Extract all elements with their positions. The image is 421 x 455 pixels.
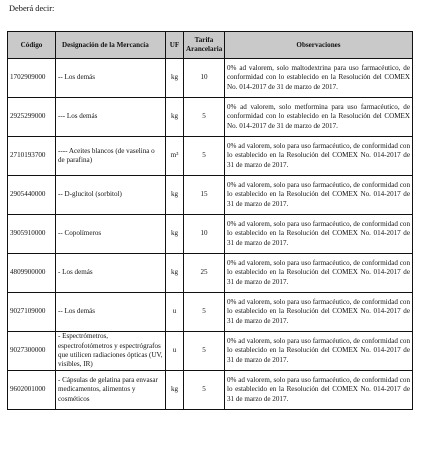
row-designation: -- Los demás — [56, 293, 166, 332]
table-row — [8, 59, 413, 98]
header-tariff: Tarifa Arancelaria — [184, 32, 225, 59]
row-designation: -- D-glucitol (sorbitol) — [56, 176, 166, 215]
row-observations: 0% ad valorem, solo metformina para uso farmacéutico, de conformidad con lo establecido en la Resolución del COMEX No. 014-2017 de 31 de marzo de 2017. — [225, 98, 413, 137]
table-row — [8, 215, 413, 254]
row-code: 4809900000 — [8, 254, 56, 293]
row-observations: 0% ad valorem, solo para uso farmacéutico, de conformidad con lo establecido en la Resolución del COMEX No. 014-2017 de 31 de marzo de 2017. — [225, 215, 413, 254]
row-code: 3905910000 — [8, 215, 56, 254]
row-uf: kg — [166, 371, 184, 410]
row-rate: 5 — [184, 371, 225, 410]
row-code: 2905440000 — [8, 176, 56, 215]
row-code: 9027109000 — [8, 293, 56, 332]
row-code: 2710193700 — [8, 137, 56, 176]
tariff-table — [7, 31, 413, 410]
row-observations: 0% ad valorem, solo para uso farmacéutico, de conformidad con lo establecido en la Resolución del COMEX No. 014-2017 de 31 de marzo de 2017. — [225, 371, 413, 410]
row-rate: 25 — [184, 254, 225, 293]
row-code: 2925299000 — [8, 98, 56, 137]
row-observations: 0% ad valorem, solo para uso farmacéutico, de conformidad con lo establecido en la Resolución del COMEX No. 014-2017 de 31 de marzo de 2017. — [225, 332, 413, 371]
row-observations: 0% ad valorem, solo maltodextrina para uso farmacéutico, de conformidad con lo establecido en la Resolución del COMEX No. 014-2017 de 31 de marzo de 2017. — [225, 59, 413, 98]
intro-text: Deberá decir: — [9, 4, 55, 13]
row-uf: u — [166, 293, 184, 332]
row-uf: m³ — [166, 137, 184, 176]
row-observations: 0% ad valorem, solo para uso farmacéutico, de conformidad con lo establecido en la Resolución del COMEX No. 014-2017 de 31 de marzo de 2017. — [225, 137, 413, 176]
row-code: 9027300000 — [8, 332, 56, 371]
row-rate: 5 — [184, 98, 225, 137]
row-designation: - Los demás — [56, 254, 166, 293]
row-designation: ---- Aceites blancos (de vaselina o de parafina) — [56, 137, 166, 176]
row-rate: 5 — [184, 332, 225, 371]
row-rate: 10 — [184, 215, 225, 254]
row-code: 1702909000 — [8, 59, 56, 98]
table-row — [8, 254, 413, 293]
header-uf: UF — [166, 32, 184, 59]
row-rate: 5 — [184, 293, 225, 332]
row-rate: 5 — [184, 137, 225, 176]
row-observations: 0% ad valorem, solo para uso farmacéutico, de conformidad con lo establecido en la Resolución del COMEX No. 014-2017 de 31 de marzo de 2017. — [225, 254, 413, 293]
row-rate: 10 — [184, 59, 225, 98]
header-designation: Designación de la Mercancía — [56, 32, 166, 59]
row-designation: - Cápsulas de gelatina para envasar medicamentos, alimentos y cosméticos — [56, 371, 166, 410]
header-code: Código — [8, 32, 56, 59]
row-designation: -- Copolímeros — [56, 215, 166, 254]
table-header-row — [8, 32, 413, 59]
table-row — [8, 293, 413, 332]
row-designation: - Espectrómetros, espectrofotómetros y espectrógrafos que utilicen radiaciones ópticas (UV, visibles, IR) — [56, 332, 166, 371]
row-observations: 0% ad valorem, solo para uso farmacéutico, de conformidad con lo establecido en la Resolución del COMEX No. 014-2017 de 31 de marzo de 2017. — [225, 176, 413, 215]
table-row — [8, 332, 413, 371]
row-observations: 0% ad valorem, solo para uso farmacéutico, de conformidad con lo establecido en la Resolución del COMEX No. 014-2017 de 31 de marzo de 2017. — [225, 293, 413, 332]
row-designation: --- Los demás — [56, 98, 166, 137]
row-uf: u — [166, 332, 184, 371]
table-row — [8, 137, 413, 176]
row-uf: kg — [166, 254, 184, 293]
table-row — [8, 98, 413, 137]
row-uf: kg — [166, 176, 184, 215]
header-observations: Observaciones — [225, 32, 413, 59]
row-uf: kg — [166, 59, 184, 98]
row-uf: kg — [166, 98, 184, 137]
row-uf: kg — [166, 215, 184, 254]
table-row — [8, 371, 413, 410]
row-code: 9602001000 — [8, 371, 56, 410]
row-designation: -- Los demás — [56, 59, 166, 98]
table-row — [8, 176, 413, 215]
row-rate: 15 — [184, 176, 225, 215]
